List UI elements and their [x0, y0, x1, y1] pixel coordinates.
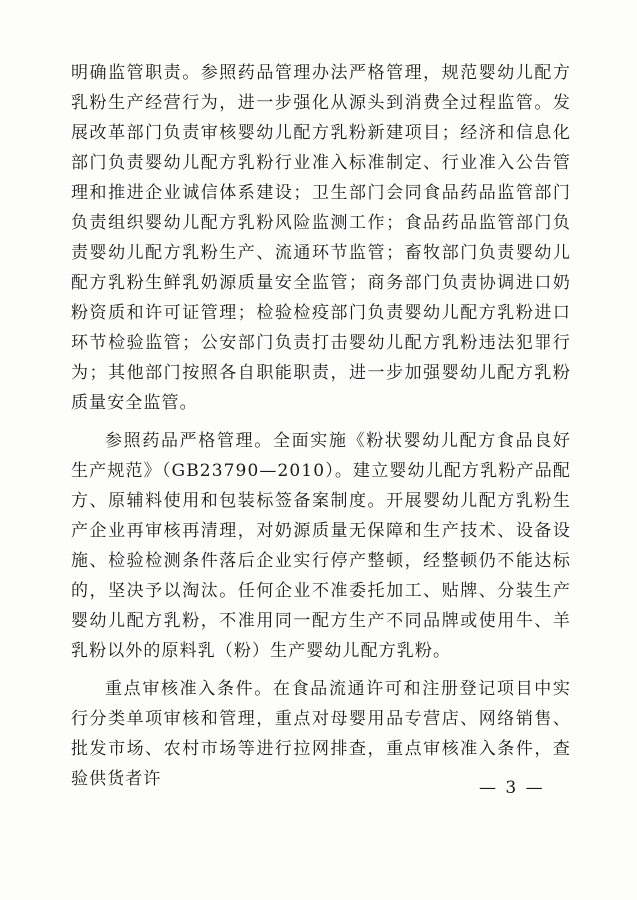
body-text [71, 58, 571, 794]
paragraph-supervision-duties: 明确监管职责。参照药品管理办法严格管理，规范婴幼儿配方乳粉生产经营行为，进一步强化从源头到消费全过程监管。发展改革部门负责审核婴幼儿配方乳粉新建项目；经济和信息化部门负责婴幼儿配方乳粉行业准入标准制定、行业准入公告管理和推进企业诚信体系建设；卫生部门会同食品药品监管部门负责组织婴幼儿配方乳粉风险监测工作；食品药品监管部门负责婴幼儿配方乳粉生产、流通环节监管；畜牧部门负责婴幼儿配方乳粉生鲜乳奶源质量安全监管；商务部门负责协调进口奶粉资质和许可证管理；检验检疫部门负责婴幼儿配方乳粉进口环节检验监管；公安部门负责打击婴幼儿配方乳粉违法犯罪行为；其他部门按照各自职能职责，进一步加强婴幼儿配方乳粉质量安全监管。 [71, 63, 571, 413]
paragraph-drug-style-management: 参照药品严格管理。全面实施《粉状婴幼儿配方食品良好生产规范》（GB23790—2010）。建立婴幼儿配方乳粉产品配方、原辅料使用和包装标签备案制度。开展婴幼儿配方乳粉生产企业再审核再清理，对奶源质量无保障和生产技术、设备设施、检验检测条件落后企业实行停产整顿，经整顿仍不能达标的，坚决予以淘汰。任何企业不准委托加工、贴牌、分装生产婴幼儿配方乳粉，不准用同一配方生产不同品牌或使用牛、羊乳粉以外的原料乳（粉）生产婴幼儿配方乳粉。 [71, 431, 571, 661]
paragraph-access-review: 重点审核准入条件。在食品流通许可和注册登记项目中实行分类单项审核和管理，重点对母婴用品专营店、网络销售、批发市场、农村市场等进行拉网排查，重点审核准入条件，查验供货者许 [71, 679, 571, 789]
page-number: — 3 — [479, 778, 545, 798]
